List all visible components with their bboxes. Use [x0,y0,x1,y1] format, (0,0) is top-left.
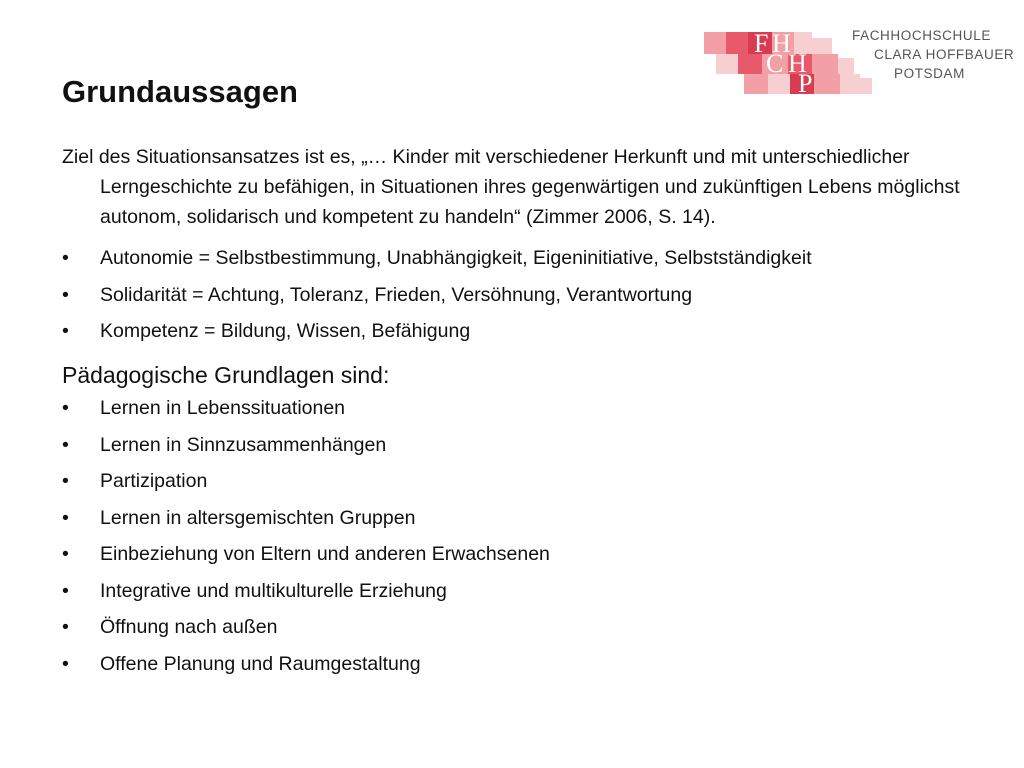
list-item [62,246,982,271]
list-item-text: Einbeziehung von Eltern und anderen Erwachsenen [100,543,550,565]
logo-wordmark [852,26,1014,83]
list-item [62,652,982,677]
slide-body [62,142,982,688]
list-item [62,283,982,308]
logo-letter-p: P [798,69,813,98]
list-item-text: Kompetenz = Bildung, Wissen, Befähigung [100,320,471,342]
list-item-text: Solidarität = Achtung, Toleranz, Frieden, Versöhnung, Verantwortung [100,283,693,306]
bullet-icon: • [62,397,69,419]
list-item [62,396,982,421]
definitions-list [62,246,982,344]
logo-line-1: FACHHOCHSCHULE [852,28,991,43]
logo-line-2: CLARA HOFFBAUER [874,47,1015,62]
bullet-icon: • [62,616,69,638]
list-item [62,433,982,458]
bullet-icon: • [62,652,69,675]
list-item-text: Lernen in Lebenssituationen [100,397,346,419]
foundations-list [62,396,982,677]
list-item [62,615,982,640]
list-item [62,319,982,344]
logo-letter-f: F [754,29,769,58]
list-item-text: Öffnung nach außen [100,616,278,638]
slide-title: Grundaussagen [62,74,298,109]
list-item [62,506,982,531]
list-item-text: Offene Planung und Raumgestaltung [100,652,421,675]
intro-quote: Ziel des Situationsansatzes ist es, „… Kinder mit verschiedener Herkunft und mit unterschiedlicher Lerngeschichte zu befähigen, in Situationen ihres gegenwärtigen und zukünftigen Lebens möglichst autonom, solidarisch und kompetent zu handeln“ (Zimmer 2006, S. 14). [62,146,960,228]
logo-letter-h2: H [788,49,807,78]
list-item-text: Autonomie = Selbstbestimmung, Unabhängigkeit, Eigeninitiative, Selbstständigkeit [100,247,812,269]
logo-letter-c: C [766,49,784,78]
bullet-icon: • [62,470,69,492]
foundations-heading: Pädagogische Grundlagen sind: [62,362,390,388]
bullet-icon: • [62,506,69,529]
list-item [62,579,982,604]
bullet-icon: • [62,433,69,456]
bullet-icon: • [62,283,69,306]
logo-line-3: POTSDAM [894,66,965,81]
logo-letter-h1: H [772,29,791,58]
bullet-icon: • [62,579,69,602]
bullet-icon: • [62,320,69,342]
bullet-icon: • [62,543,69,565]
list-item [62,542,982,567]
list-item [62,469,982,494]
list-item-text: Lernen in Sinnzusammenhängen [100,433,387,456]
list-item-text: Integrative und multikulturelle Erziehung [100,579,447,602]
list-item-text: Lernen in altersgemischten Gruppen [100,506,416,529]
bullet-icon: • [62,247,69,269]
list-item-text: Partizipation [100,470,208,492]
